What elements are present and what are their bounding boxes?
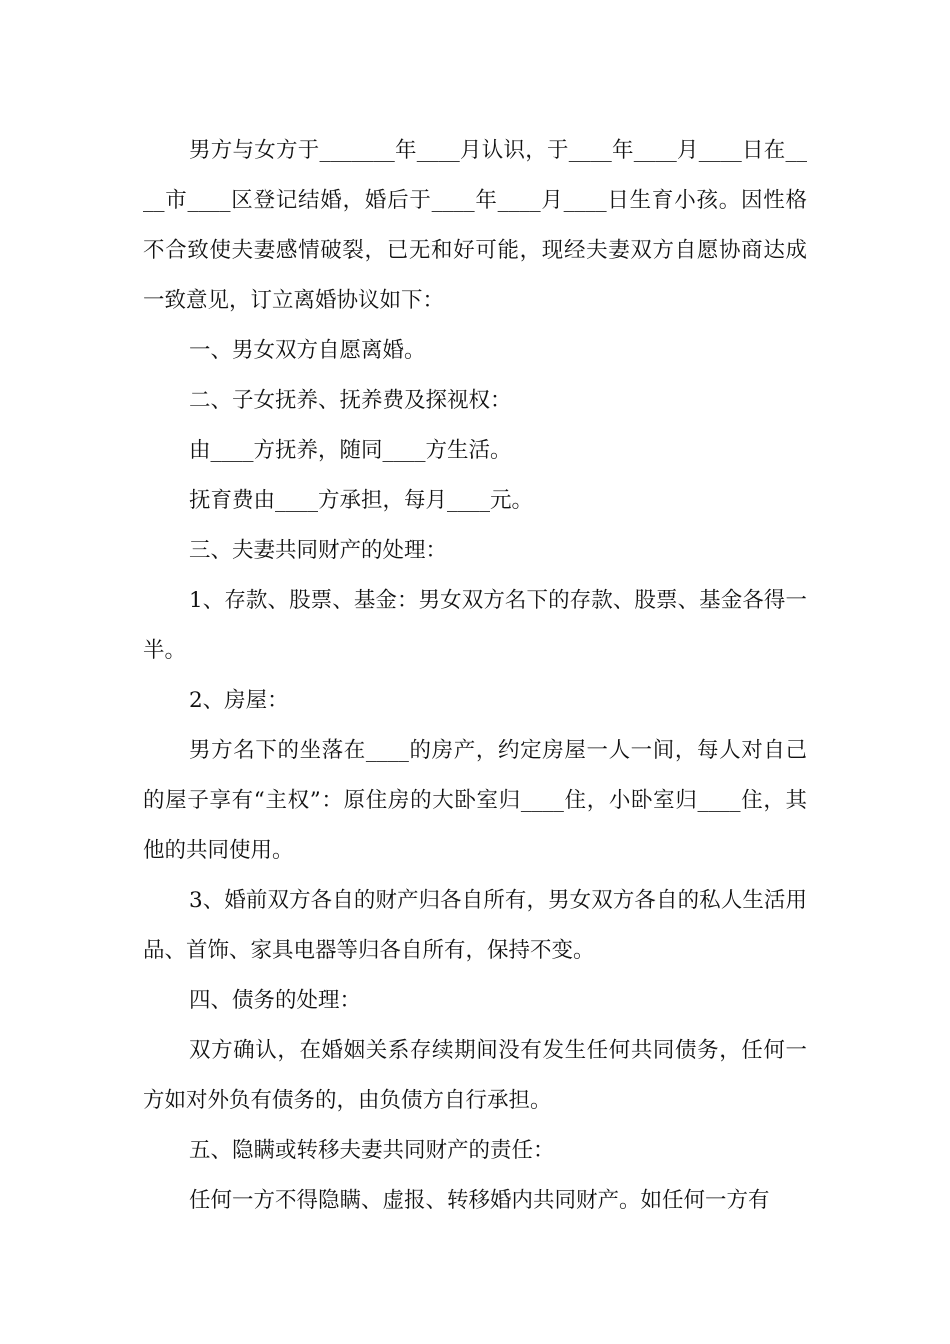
paragraph-concealment: 任何一方不得隐瞒、虚报、转移婚内共同财产。如任何一方有 — [189, 1188, 770, 1213]
clause-1-heading: 一、男女双方自愿离婚。 — [189, 338, 426, 363]
paragraph-child-support: 抚育费由____方承担，每月____元。 — [189, 488, 534, 513]
paragraph-premarital-property: 3、婚前双方各自的财产归各自所有，男女双方各自的私人生活用品、首饰、家具电器等归各自所有，保持不变。 — [143, 888, 807, 963]
clause-3-heading: 三、夫妻共同财产的处理： — [189, 538, 448, 563]
document-body — [143, 126, 807, 1226]
paragraph-savings: 1、存款、股票、基金：男女双方名下的存款、股票、基金各得一半。 — [143, 588, 807, 663]
paragraph-debts: 双方确认，在婚姻关系存续期间没有发生任何共同债务，任何一方如对外负有债务的，由负债方自行承担。 — [143, 1038, 807, 1113]
clause-5-heading: 五、隐瞒或转移夫妻共同财产的责任： — [189, 1138, 555, 1163]
paragraph-house-heading: 2、房屋： — [189, 688, 289, 713]
paragraph-intro: 男方与女方于_______年____月认识，于____年____月____日在____市____区登记结婚，婚后于____年____月____日生育小孩。因性格不合致使夫妻感情破裂，已无和好可能，现经夫妻双方自愿协商达成一致意见，订立离婚协议如下： — [143, 138, 807, 313]
paragraph-house: 男方名下的坐落在____的房产，约定房屋一人一间，每人对自己的屋子享有“主权”：原住房的大卧室归____住，小卧室归____住，其他的共同使用。 — [143, 738, 807, 863]
clause-2-heading: 二、子女抚养、抚养费及探视权： — [189, 388, 512, 413]
paragraph-custody: 由____方抚养，随同____方生活。 — [189, 438, 512, 463]
clause-4-heading: 四、债务的处理： — [189, 988, 362, 1013]
